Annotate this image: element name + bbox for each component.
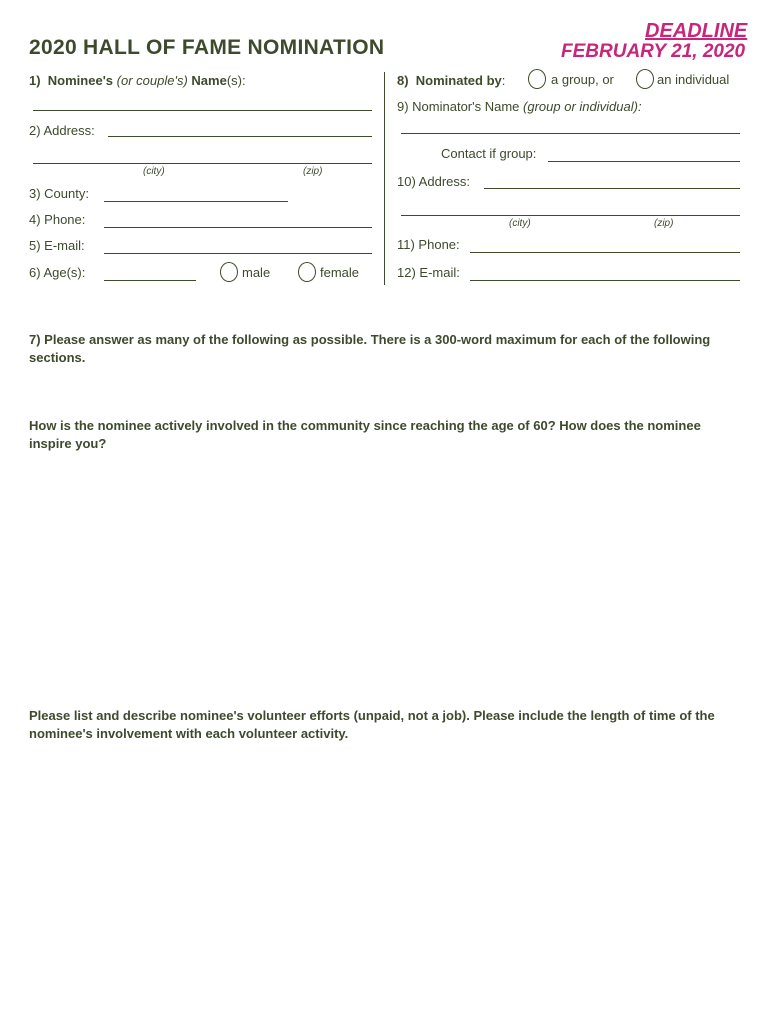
female-radio[interactable] xyxy=(298,262,316,282)
email-label: 5) E-mail: xyxy=(29,238,85,253)
address-field[interactable] xyxy=(108,136,372,137)
instructions-text: 7) Please answer as many of the following as possible. There is a 300-word maximum for each of the following sections. xyxy=(29,332,711,365)
community-question: How is the nominee actively involved in the community since reaching the age of 60? How does the nominee inspire you? xyxy=(29,418,701,451)
group-radio[interactable] xyxy=(528,69,546,89)
nominator-address-label: 10) Address: xyxy=(397,174,470,189)
phone-label: 4) Phone: xyxy=(29,212,86,227)
male-radio[interactable] xyxy=(220,262,238,282)
page-title: 2020 HALL OF FAME NOMINATION xyxy=(29,36,385,59)
nominator-city-caption: (city) xyxy=(509,218,531,229)
nominator-phone-label: 11) Phone: xyxy=(397,237,460,252)
nominator-address-line-2-field[interactable] xyxy=(401,215,740,216)
group-option[interactable]: a group, or xyxy=(528,69,614,89)
nominator-zip-caption: (zip) xyxy=(654,218,674,229)
county-field[interactable] xyxy=(104,201,288,202)
volunteer-answer-area[interactable] xyxy=(29,750,744,1000)
address-line-2-field[interactable] xyxy=(33,163,372,164)
nominator-email-label: 12) E-mail: xyxy=(397,265,460,280)
deadline-date: FEBRUARY 21, 2020 xyxy=(561,41,746,62)
nominator-address-field[interactable] xyxy=(484,188,740,189)
age-field[interactable] xyxy=(104,280,196,281)
contact-label: Contact if group: xyxy=(441,146,537,161)
age-label: 6) Age(s): xyxy=(29,265,86,280)
nominee-name-label: 1) Nominee's (or couple's) Name(s): xyxy=(29,73,246,88)
column-divider xyxy=(384,72,385,285)
individual-option[interactable]: an individual xyxy=(636,69,729,89)
nominator-name-label: 9) Nominator's Name (group or individual): xyxy=(397,99,642,114)
nominator-email-field[interactable] xyxy=(470,280,740,281)
contact-field[interactable] xyxy=(548,161,740,162)
address-label: 2) Address: xyxy=(29,123,95,138)
community-answer-area[interactable] xyxy=(29,460,744,690)
city-caption: (city) xyxy=(143,166,165,177)
zip-caption: (zip) xyxy=(303,166,323,177)
nominee-name-field[interactable] xyxy=(33,110,372,111)
email-field[interactable] xyxy=(104,253,372,254)
nominated-by-label: 8) Nominated by: xyxy=(397,73,506,88)
phone-field[interactable] xyxy=(104,227,372,228)
nominator-phone-field[interactable] xyxy=(470,252,740,253)
female-option[interactable]: female xyxy=(298,262,359,282)
individual-radio[interactable] xyxy=(636,69,654,89)
nominator-name-field[interactable] xyxy=(401,133,740,134)
volunteer-question: Please list and describe nominee's volunteer efforts (unpaid, not a job). Please include the length of time of the nominee's involvement with each volunteer activity. xyxy=(29,708,715,741)
male-option[interactable]: male xyxy=(220,262,270,282)
deadline-label: DEADLINE xyxy=(645,20,748,42)
county-label: 3) County: xyxy=(29,186,89,201)
